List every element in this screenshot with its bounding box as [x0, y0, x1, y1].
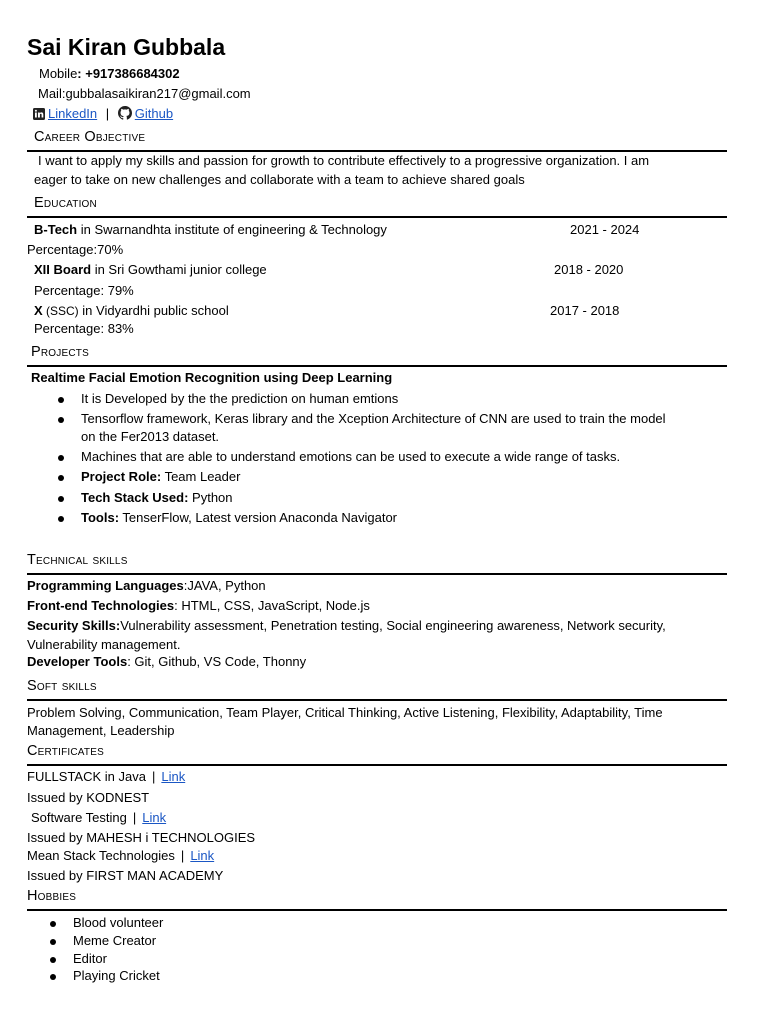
skill-label: Programming Languages: [27, 578, 184, 593]
list-item: [81, 391, 398, 406]
bullet-icon: [58, 455, 64, 461]
tools-label: Tools:: [81, 510, 120, 525]
skill-label: Front-end Technologies: [27, 598, 175, 613]
section-divider: [27, 699, 727, 701]
hobbies-heading: Hobbies: [27, 888, 77, 904]
skill-label: Developer Tools: [27, 654, 128, 669]
soft-skills-heading: Soft skills: [27, 678, 97, 694]
bullet-icon: [50, 974, 56, 980]
bullet-icon: [58, 496, 64, 502]
education-years: 2018 - 2020: [554, 262, 624, 277]
skill-value: :JAVA, Python: [183, 578, 266, 593]
degree: B-Tech: [34, 222, 78, 237]
education-score: Percentage: 79%: [34, 283, 134, 298]
bullet-icon: [58, 417, 64, 423]
objective-line-2: eager to take on new challenges and collaborate with a team to achieve shared goals: [34, 172, 525, 187]
bullet-icon: [58, 475, 64, 481]
board: (SSC): [42, 304, 79, 318]
skill-value: Vulnerability assessment, Penetration testing, Social engineering awareness, Network security,: [120, 618, 666, 633]
frontend-technologies: [27, 598, 370, 613]
bullet-text: It is Developed by the the prediction on human emtions: [81, 391, 399, 406]
certificate-item: [27, 769, 185, 784]
bullet-text: Tensorflow framework, Keras library and the Xception Architecture of CNN are used to train the model: [81, 411, 666, 426]
certificate-link[interactable]: Link: [190, 848, 215, 863]
education-entry-xii: [34, 262, 267, 277]
section-divider: [27, 909, 727, 911]
education-entry-x: [34, 303, 229, 318]
certificate-name: Mean Stack Technologies: [27, 848, 175, 863]
tools-value: TenserFlow, Latest version Anaconda Navigator: [119, 510, 398, 525]
project-stack: [81, 490, 233, 505]
skill-label: Security Skills:: [27, 618, 121, 633]
developer-tools: [27, 654, 306, 669]
certificate-link[interactable]: Link: [142, 810, 167, 825]
certificate-item: [31, 810, 166, 825]
certificates-heading: Certificates: [27, 743, 104, 759]
career-objective-heading: Career Objective: [34, 129, 146, 145]
certificate-link[interactable]: Link: [161, 769, 186, 784]
soft-skills-line-1: Problem Solving, Communication, Team Player, Critical Thinking, Active Listening, Flexibility, Adaptability, Time: [27, 705, 663, 720]
linkedin-icon: [33, 108, 45, 123]
role-label: Project Role:: [81, 469, 162, 484]
hobby-text: Meme Creator: [73, 933, 157, 948]
role-value: Team Leader: [161, 469, 241, 484]
certificate-name: Software Testing: [31, 810, 127, 825]
education-score: Percentage: 83%: [34, 321, 134, 336]
education-heading: Education: [34, 195, 97, 211]
projects-heading: Projects: [31, 344, 89, 360]
github-icon: [118, 106, 132, 123]
hobby-text: Playing Cricket: [73, 968, 160, 983]
certificate-issuer: Issued by KODNEST: [27, 790, 150, 805]
mobile-label: Mobile: [39, 66, 78, 81]
stack-label: Tech Stack Used:: [81, 490, 189, 505]
mobile-value: : +917386684302: [77, 66, 180, 81]
bullet-icon: [50, 921, 56, 927]
separator: |: [180, 848, 185, 863]
certificate-issuer: Issued by MAHESH i TECHNOLOGIES: [27, 830, 256, 845]
bullet-text: Machines that are able to understand emotions can be used to execute a wide range of tasks.: [81, 449, 621, 464]
hobby-item: [73, 968, 160, 983]
profile-links: [33, 106, 173, 123]
section-divider: [27, 365, 727, 367]
hobby-text: Editor: [73, 951, 107, 966]
mobile-line: [39, 66, 180, 81]
candidate-name: Sai Kiran Gubbala: [27, 34, 226, 60]
education-entry-btech: [34, 222, 387, 237]
security-skills-continued: Vulnerability management.: [27, 637, 181, 652]
project-title: Realtime Facial Emotion Recognition using Deep Learning: [31, 370, 393, 385]
institution: in Swarnandhta institute of engineering & Technology: [77, 222, 387, 237]
education-score: Percentage:70%: [27, 242, 124, 257]
certificate-item: [27, 848, 214, 863]
project-tools: [81, 510, 397, 525]
technical-skills-heading: Technical skills: [27, 552, 128, 568]
soft-skills-line-2: Management, Leadership: [27, 723, 175, 738]
hobby-item: [73, 951, 107, 966]
bullet-icon: [50, 939, 56, 945]
bullet-icon: [58, 516, 64, 522]
hobby-item: [73, 933, 156, 948]
stack-value: Python: [188, 490, 233, 505]
bullet-icon: [50, 957, 56, 963]
separator: |: [132, 810, 137, 825]
section-divider: [27, 573, 727, 575]
list-item: [81, 449, 620, 464]
education-years: 2017 - 2018: [550, 303, 620, 318]
hobby-item: [73, 915, 163, 930]
security-skills: [27, 618, 666, 633]
section-divider: [27, 216, 727, 218]
objective-line-1: I want to apply my skills and passion for growth to contribute effectively to a progressive organization. I am: [38, 153, 650, 168]
list-item: [81, 411, 666, 426]
certificate-issuer: Issued by FIRST MAN ACADEMY: [27, 868, 224, 883]
skill-value: : HTML, CSS, JavaScript, Node.js: [174, 598, 370, 613]
education-years: 2021 - 2024: [570, 222, 640, 237]
institution: in Sri Gowthami junior college: [91, 262, 267, 277]
separator: |: [151, 769, 156, 784]
bullet-icon: [58, 397, 64, 403]
skill-value: : Git, Github, VS Code, Thonny: [127, 654, 307, 669]
programming-languages: [27, 578, 266, 593]
linkedin-link[interactable]: LinkedIn: [48, 106, 98, 121]
separator: |: [105, 106, 110, 121]
certificate-name: FULLSTACK in Java: [27, 769, 146, 784]
institution: in Vidyardhi public school: [78, 303, 229, 318]
list-item-continuation: on the Fer2013 dataset.: [81, 429, 220, 444]
hobby-text: Blood volunteer: [73, 915, 164, 930]
degree: XII Board: [34, 262, 92, 277]
section-divider: [27, 764, 727, 766]
degree: X: [34, 303, 43, 318]
project-role: [81, 469, 240, 484]
mail-line: Mail:gubbalasaikiran217@gmail.com: [38, 86, 251, 101]
section-divider: [27, 150, 727, 152]
github-link[interactable]: Github: [134, 106, 174, 121]
